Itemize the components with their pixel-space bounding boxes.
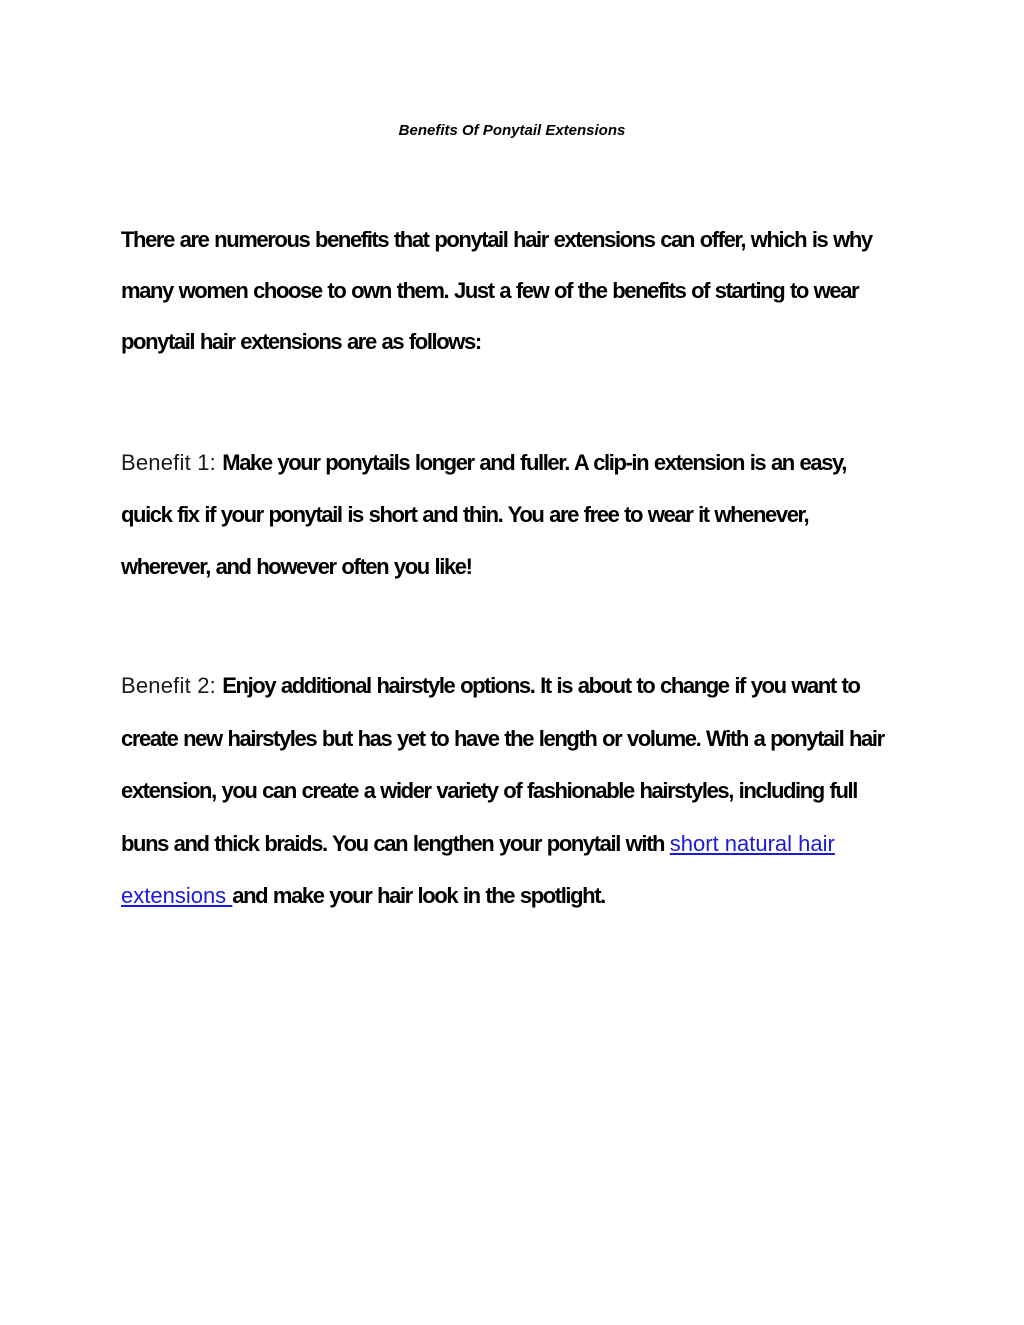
benefit-2-text-after-link: and make your hair look in the spotlight.	[232, 883, 605, 908]
benefit-1-paragraph	[121, 437, 901, 593]
benefit-2-label: Benefit 2:	[121, 673, 223, 698]
document-title: Benefits Of Ponytail Extensions	[398, 122, 626, 139]
intro-paragraph: There are numerous benefits that ponytail hair extensions can offer, which is why many women choose to own them. Just a few of the benefits of starting to wear ponytail hair extensions are as follows:	[121, 227, 872, 354]
benefit-2-text-before-link: Enjoy additional hairstyle options. It is about to change if you want to create new hairstyles but has yet to have the length or volume. With a ponytail hair extension, you can create a wider variety of fashionable hairstyles, including full buns and thick braids. You can lengthen your ponytail with	[121, 673, 884, 856]
benefit-1-text: Make your ponytails longer and fuller. A clip-in extension is an easy, quick fix if your ponytail is short and thin. You are free to wear it whenever, wherever, and however often you like!	[121, 450, 846, 579]
benefit-2-paragraph	[121, 660, 901, 923]
short-natural-hair-extensions-link[interactable]: short natural hair extensions	[121, 830, 835, 908]
benefit-1-label: Benefit 1:	[121, 450, 223, 475]
